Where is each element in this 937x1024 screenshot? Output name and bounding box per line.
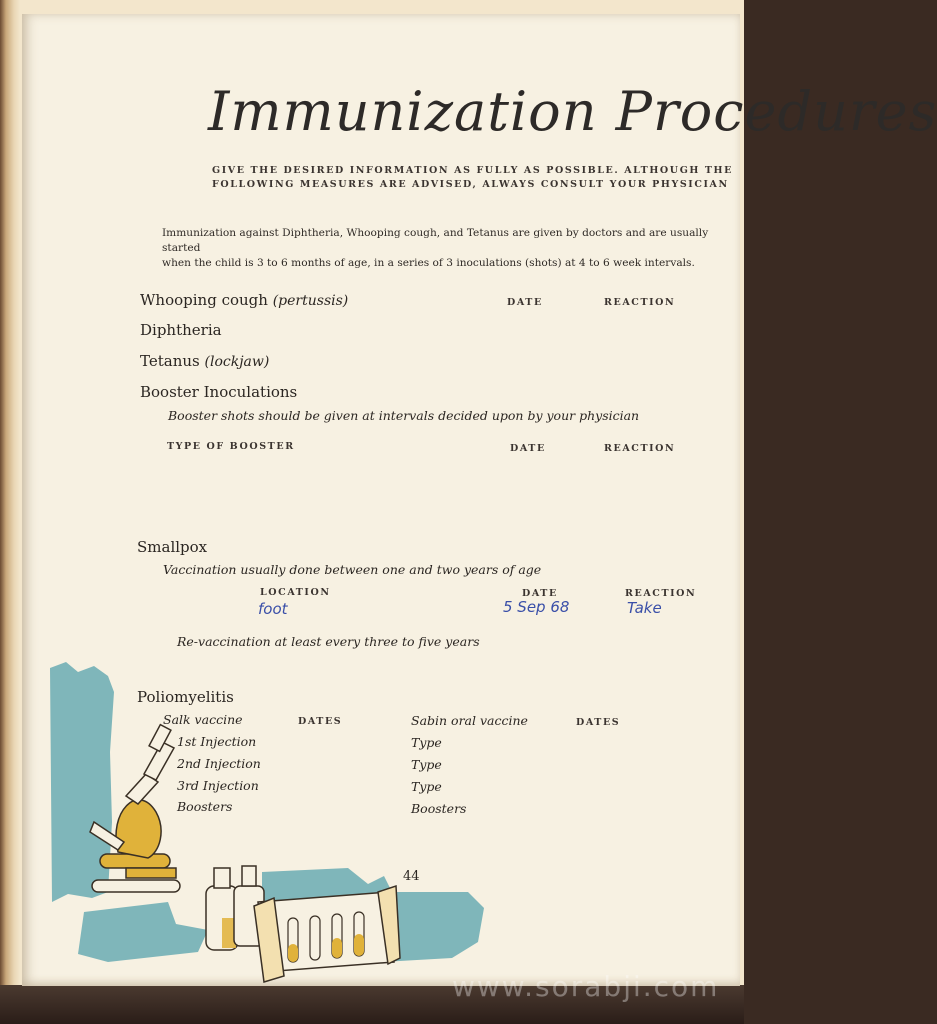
watermark: www.sorabji.com	[452, 970, 720, 1003]
tetanus-label: Tetanus	[140, 352, 200, 370]
revaccination-note: Re-vaccination at least every three to five years	[177, 634, 480, 649]
smallpox-location-header: LOCATION	[260, 587, 331, 598]
salk-vaccine-label: Salk vaccine	[163, 712, 243, 727]
dtp-date-header: DATE	[507, 297, 543, 308]
salk-item-2: 2nd Injection	[177, 756, 261, 771]
page-title: Immunization Procedures	[208, 80, 937, 143]
smallpox-heading: Smallpox	[137, 538, 208, 556]
intro-line-1: Immunization against Diphtheria, Whooping cough, and Tetanus are given by doctors and are usually started	[162, 227, 709, 254]
smallpox-reaction-value: Take	[627, 599, 662, 617]
smallpox-reaction-header: REACTION	[625, 588, 697, 599]
test-tube-rack-icon	[254, 886, 400, 982]
sabin-item-2: Type	[411, 757, 442, 772]
sabin-item-3: Type	[411, 779, 442, 794]
sabin-vaccine-label: Sabin oral vaccine	[411, 713, 528, 728]
booster-note: Booster shots should be given at intervals decided upon by your physician	[168, 408, 640, 423]
salk-dates-header: DATES	[298, 716, 343, 727]
polio-heading: Poliomyelitis	[137, 688, 234, 706]
tetanus-row	[140, 352, 269, 370]
sabin-item-4: Boosters	[411, 801, 467, 816]
salk-item-3: 3rd Injection	[177, 778, 259, 793]
intro-line-2: when the child is 3 to 6 months of age, in a series of 3 inoculations (shots) at 4 to 6 week intervals.	[162, 257, 695, 269]
whooping-cough-note: (pertussis)	[272, 293, 349, 309]
dtp-reaction-header: REACTION	[604, 297, 676, 308]
instruction-line-1: GIVE THE DESIRED INFORMATION AS FULLY AS POSSIBLE. ALTHOUGH THE	[212, 165, 733, 176]
smallpox-date-value: 5 Sep 68	[503, 598, 570, 616]
tetanus-note: (lockjaw)	[204, 354, 270, 370]
salk-item-4: Boosters	[177, 799, 233, 814]
sabin-item-1: Type	[411, 735, 442, 750]
booster-reaction-header: REACTION	[604, 443, 676, 454]
intro-paragraph	[162, 226, 712, 271]
sabin-dates-header: DATES	[576, 717, 621, 728]
booster-date-header: DATE	[510, 443, 546, 454]
whooping-cough-label: Whooping cough	[140, 291, 268, 309]
lab-illustration	[48, 662, 498, 982]
smallpox-location-value: foot	[258, 600, 288, 618]
page-number: 44	[403, 869, 420, 884]
booster-type-header: TYPE OF BOOSTER	[167, 441, 295, 452]
diphtheria-label: Diphtheria	[140, 321, 222, 339]
book-page	[22, 14, 937, 986]
smallpox-date-header: DATE	[522, 588, 558, 599]
salk-item-1: 1st Injection	[177, 734, 257, 749]
whooping-cough-row	[140, 291, 348, 309]
smallpox-note: Vaccination usually done between one and two years of age	[163, 562, 542, 577]
booster-heading: Booster Inoculations	[140, 383, 298, 401]
instruction-line-2: FOLLOWING MEASURES ARE ADVISED, ALWAYS CONSULT YOUR PHYSICIAN	[212, 179, 729, 190]
